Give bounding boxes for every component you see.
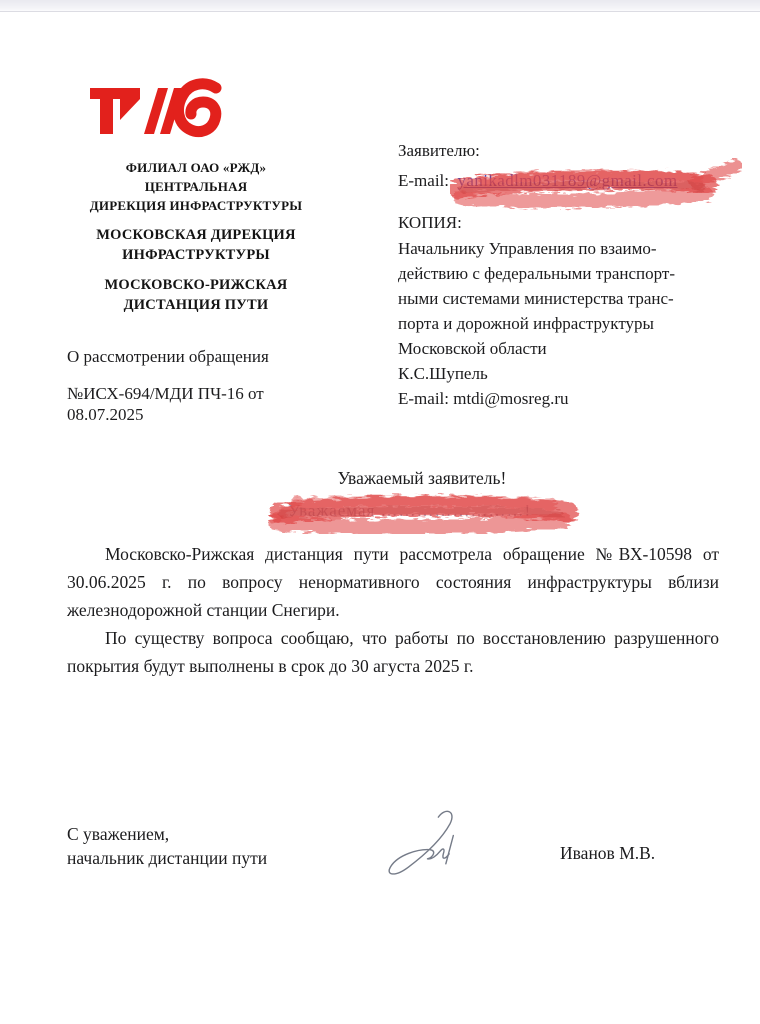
letterhead-line: ЦЕНТРАЛЬНАЯ	[144, 179, 248, 194]
applicant-email-row	[398, 168, 732, 194]
recipient-block	[398, 138, 732, 411]
salutation: Уважаемый заявитель!	[337, 468, 507, 488]
letterhead-directorate-block	[50, 225, 342, 265]
rzd-logo-icon	[88, 74, 222, 140]
letterhead-distance-block	[50, 275, 342, 315]
body-paragraph-1: Московско-Рижская дистанция пути рассмотрела обращение №ВХ-10598 от 30.06.2025 г. по вопросу ненормативного состояния инфраструктуры вблизи железнодорожной станции Снегири.	[67, 544, 719, 620]
signer-name: Иванов М.В.	[560, 843, 656, 863]
handwritten-signature	[380, 798, 480, 893]
redacted-salutation-block	[268, 490, 582, 534]
copy-address-line: действию с федеральными транспорт-	[398, 264, 676, 283]
letterhead-line: МОСКОВСКО-РИЖСКАЯ	[104, 277, 288, 293]
letterhead-line: ФИЛИАЛ ОАО «РЖД»	[125, 160, 267, 175]
email-label: E-mail:	[398, 171, 449, 190]
subject-block	[67, 346, 367, 425]
letterhead-line: ДИСТАНЦИЯ ПУТИ	[123, 297, 269, 313]
page-top-edge	[0, 0, 760, 12]
letter-body	[67, 540, 719, 680]
redaction-scribble-greeting	[268, 490, 582, 534]
letterhead-line: ИНФРАСТРУКТУРЫ	[122, 247, 270, 263]
applicant-email-link[interactable]: yanikadlm031189@gmail.com	[457, 171, 678, 190]
redacted-salutation-text: Уважаемая ……………………!	[288, 501, 532, 520]
outgoing-date: 08.07.2025	[67, 405, 144, 424]
copy-recipient-name: К.С.Шупель	[398, 364, 488, 383]
copy-address-line: Начальнику Управления по взаимо-	[398, 239, 657, 258]
copy-label: КОПИЯ:	[398, 213, 462, 232]
applicant-label: Заявителю:	[398, 141, 480, 160]
subject-title: О рассмотрении обращения	[67, 347, 269, 366]
body-paragraph-2: По существу вопроса сообщаю, что работы по восстановлению разрушенного покрытия будут выполнены в срок до 30 агуста 2025 г.	[67, 628, 719, 676]
letterhead-line: ДИРЕКЦИЯ ИНФРАСТРУКТУРЫ	[89, 198, 303, 213]
signer-position: начальник дистанции пути	[67, 848, 268, 868]
copy-address-line: порта и дорожной инфраструктуры	[398, 314, 654, 333]
signoff-block	[67, 822, 267, 870]
copy-address-line: ными системами министерства транс-	[398, 289, 674, 308]
letterhead	[50, 158, 342, 315]
outgoing-number: №ИСХ-694/МДИ ПЧ-16 от	[67, 384, 264, 403]
letterhead-line: МОСКОВСКАЯ ДИРЕКЦИЯ	[96, 227, 296, 243]
copy-address-line: Московской области	[398, 339, 547, 358]
closing-phrase: С уважением,	[67, 824, 170, 844]
copy-email: E-mail: mtdi@mosreg.ru	[398, 389, 569, 408]
letterhead-branch-block	[50, 158, 342, 215]
